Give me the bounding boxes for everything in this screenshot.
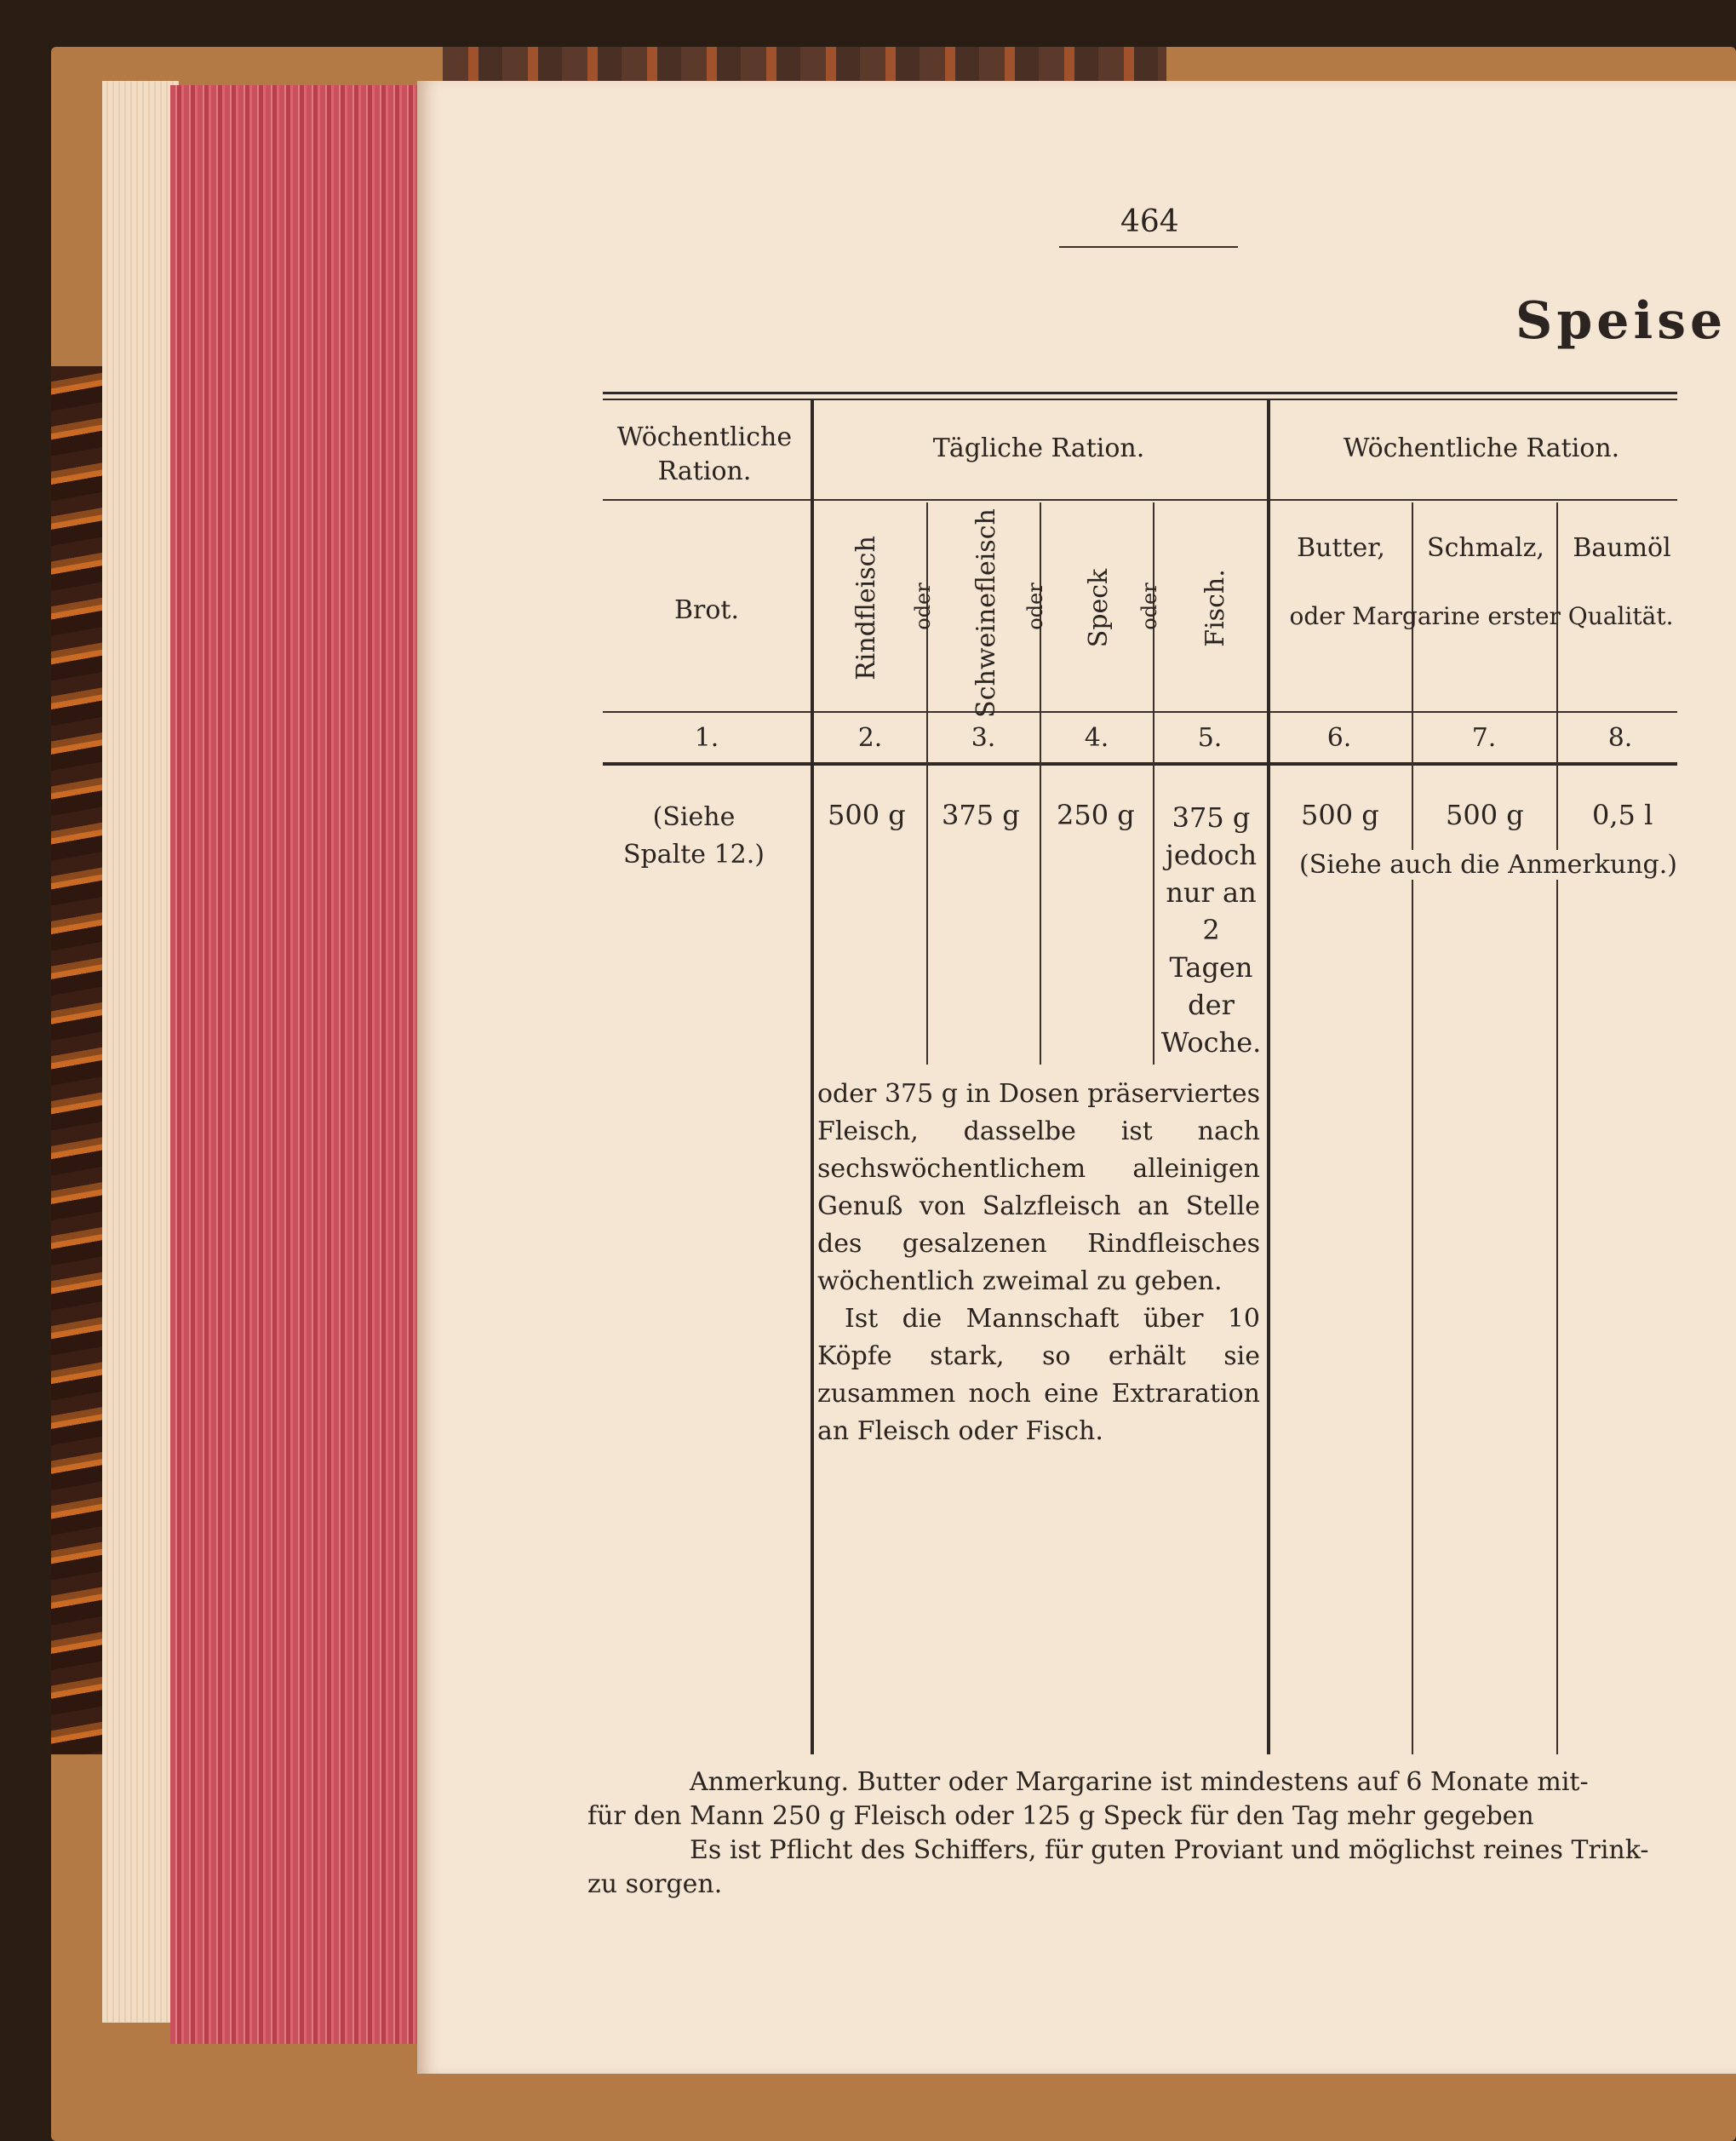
header-butter: Butter, [1297,533,1385,563]
footnote-line-4: zu sorgen. [587,1869,723,1899]
weekly-note: (Siehe auch die Anmerkung.) [1299,850,1677,880]
footnote-line-1: Anmerkung. Butter oder Margarine ist mindestens auf 6 Monate mit- [690,1767,1589,1797]
column-number-5: 5. [1197,723,1223,753]
header-or-1: oder [911,583,935,630]
value-lard: 500 g [1446,799,1524,831]
header-beef: Rindfleisch [851,536,881,680]
header-or-3: oder [1137,583,1161,630]
value-beef: 500 g [828,799,906,831]
column-number-1: 1. [694,723,719,753]
footnote-line-2: für den Mann 250 g Fleisch oder 125 g Speck für den Tag mehr gegeben [587,1801,1534,1831]
column-number-divider-bottom [603,762,1677,766]
table-top-rule-2 [603,399,1677,400]
meat-note-paragraph-1: oder 375 g in Dosen präserviertes Fleisch, dasselbe ist nach sechswöchentlichem alleinigen Genuß von Salzfleisch an Stelle des gesalzenen Rindfleisches wöchentlich zweimal zu geben. [817,1079,1260,1296]
red-page-edges [170,85,430,2044]
col-divider-6 [1412,502,1413,1754]
fish-line: 2 [1202,914,1220,946]
value-bacon: 250 g [1057,799,1135,831]
col-divider-1 [811,400,814,1754]
meat-note [817,1076,1260,1450]
header-daily-ration: Tägliche Ration. [932,433,1145,463]
header-weekly-ration: Wöchentliche Ration. [1343,433,1620,463]
header-divider [603,499,1677,501]
column-number-4: 4. [1084,723,1109,753]
header-bread: Brot. [673,595,740,625]
column-number-7: 7. [1471,723,1497,753]
header-pork: Schweinefleisch [971,508,1001,718]
column-number-3: 3. [971,723,996,753]
header-lard: Schmalz, [1427,533,1544,563]
column-number-6: 6. [1326,723,1352,753]
fish-line: der [1188,989,1235,1021]
header-fish: Fisch. [1200,569,1230,647]
footnote [587,1765,1686,1902]
value-fish [1158,799,1264,1061]
header-or-2: oder [1023,583,1047,630]
fish-line: jedoch [1165,839,1258,871]
fish-line: Tagen [1169,951,1253,984]
fish-line: Woche. [1160,1026,1262,1059]
header-margarine-quality: oder Margarine erster Qualität. [1289,602,1674,630]
meat-note-paragraph-2: Ist die Mannschaft über 10 Köpfe stark, so erhält sie zusammen noch eine Extraration an Fleisch oder Fisch. [817,1304,1260,1446]
footnote-line-3: Es ist Pflicht des Schiffers, für guten Proviant und möglichst reines Trink- [690,1835,1649,1865]
header-weekly-bread: Wöchentliche Ration. [616,422,793,486]
fish-line: nur an [1166,876,1257,909]
running-title: Speise [1515,291,1727,351]
value-bread: (Siehe Spalte 12.) [623,802,765,870]
column-number-2: 2. [857,723,883,753]
col-divider-7 [1556,502,1558,1754]
page-number: 464 [1120,204,1179,239]
value-butter: 500 g [1301,799,1379,831]
value-olive-oil: 0,5 l [1592,799,1653,831]
page-number-rule [1059,246,1238,248]
page-stack [102,81,179,2023]
header-bacon: Speck [1084,568,1114,648]
table-top-rule [603,392,1677,394]
column-number-divider-top [603,711,1677,713]
col-divider-5 [1267,400,1270,1754]
header-olive-oil: Baumöl [1573,533,1671,563]
value-pork: 375 g [942,799,1020,831]
fish-line: 375 g [1172,801,1251,834]
column-number-8: 8. [1607,723,1633,753]
